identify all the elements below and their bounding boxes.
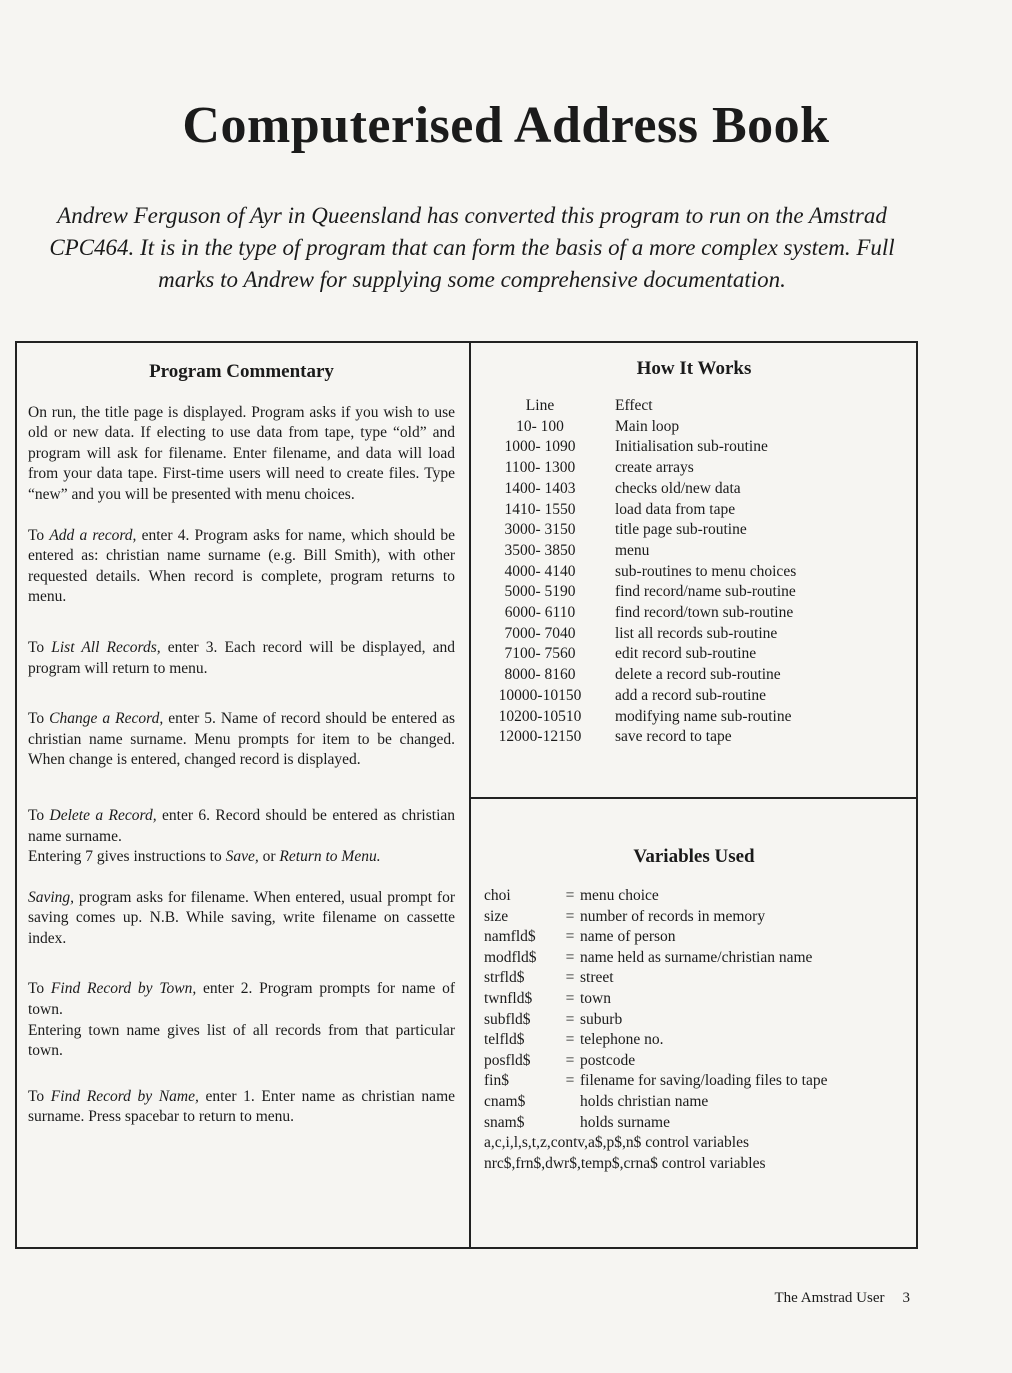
- variable-description: postcode: [580, 1051, 636, 1069]
- line-effect: Initialisation sub-routine: [615, 438, 768, 456]
- variables-heading: Variables Used: [633, 846, 755, 867]
- line-range: 10000-10150: [498, 686, 582, 704]
- table-row: [484, 437, 796, 458]
- commentary-paragraph: To Find Record by Name, enter 1. Enter name as christian name surname. Press spacebar to return to menu.: [28, 1087, 456, 1126]
- variable-description: holds surname: [580, 1113, 670, 1131]
- variable-name: posfld$: [484, 1051, 531, 1069]
- line-range: 3500- 3850: [504, 541, 576, 559]
- line-effect: modifying name sub-routine: [615, 707, 792, 725]
- equals-sign: =: [565, 1051, 575, 1069]
- commentary-paragraph: Saving, program asks for filename. When entered, usual prompt for saving comes up. N.B. While saving, write filename on cassette index.: [28, 888, 455, 947]
- table-row: [484, 1051, 828, 1072]
- table-row: [484, 665, 796, 686]
- commentary-paragraph: On run, the title page is displayed. Program asks if you wish to use old or new data. If electing to use data from tape, type “old” and program will ask for filename. Enter filename, and data will load from your data tape. First-time users will need to create files. Type “new” and you will be presented with menu choices.: [28, 403, 455, 503]
- variable-description: telephone no.: [580, 1031, 664, 1049]
- line-effect: add a record sub-routine: [615, 686, 767, 704]
- table-row: [484, 707, 796, 728]
- equals-sign: =: [565, 887, 575, 904]
- variable-description: menu choice: [580, 887, 659, 904]
- variable-name: fin$: [484, 1072, 509, 1090]
- commentary-paragraph: To Find Record by Town, enter 2. Program prompts for name of town.: [28, 980, 456, 1019]
- variable-description: street: [580, 969, 614, 987]
- table-row: [484, 562, 796, 583]
- page-number: 3: [902, 1290, 910, 1306]
- table-row: [484, 644, 796, 665]
- line-range: 12000-12150: [498, 728, 582, 746]
- line-effect: sub-routines to menu choices: [615, 562, 797, 580]
- table-row: [484, 582, 796, 603]
- line-range: 6000- 6110: [504, 604, 576, 622]
- line-range: 10- 100: [516, 417, 564, 435]
- control-variables-line: nrc$,frn$,dwr$,temp$,crna$ control variables: [484, 1154, 766, 1172]
- line-effect: delete a record sub-routine: [615, 666, 781, 684]
- line-effect: edit record sub-routine: [615, 645, 757, 663]
- variable-description: holds christian name: [580, 1092, 709, 1110]
- variable-name: namfld$: [484, 928, 536, 946]
- table-row: [484, 1071, 828, 1092]
- line-range: 4000- 4140: [504, 562, 576, 580]
- page-footer: [775, 1290, 910, 1307]
- table-row: [484, 1092, 828, 1113]
- commentary-paragraph: To Add a record, enter 4. Program asks for name, which should be entered as: christian name surname (e.g. Bill Smith), with other requested details. When record is complete, program returns to menu.: [28, 526, 455, 606]
- variable-name: modfld$: [484, 948, 537, 966]
- column-header-effect: Effect: [615, 397, 653, 414]
- table-row: [484, 603, 796, 624]
- table-row: [484, 686, 796, 707]
- variable-description: number of records in memory: [580, 907, 766, 925]
- line-range: 3000- 3150: [504, 521, 576, 539]
- line-range: 1410- 1550: [504, 500, 576, 518]
- control-variables-line: a,c,i,l,s,t,z,contv,a$,p$,n$ control variables: [484, 1134, 749, 1152]
- line-effect: save record to tape: [615, 728, 732, 746]
- table-row: [484, 417, 796, 438]
- publication-name: The Amstrad User: [774, 1290, 885, 1306]
- line-effect: list all records sub-routine: [615, 624, 778, 642]
- article-title: Computerised Address Book: [182, 97, 830, 154]
- table-row: [484, 500, 796, 521]
- line-effect: title page sub-routine: [615, 521, 747, 539]
- line-range: 10200-10510: [498, 707, 582, 725]
- column-divider: [469, 341, 471, 1249]
- line-range: 5000- 5190: [504, 583, 576, 601]
- line-effect: checks old/new data: [615, 479, 741, 497]
- equals-sign: =: [565, 969, 575, 987]
- table-row: [484, 541, 796, 562]
- variable-description: suburb: [580, 1010, 623, 1028]
- line-effect: create arrays: [615, 459, 694, 477]
- table-row: [484, 907, 828, 928]
- equals-sign: =: [565, 1010, 575, 1028]
- commentary-paragraph: Entering town name gives list of all records from that particular town.: [28, 1021, 455, 1060]
- variable-name: size: [484, 907, 509, 925]
- line-effect: load data from tape: [615, 500, 736, 518]
- table-row: [484, 727, 796, 748]
- variable-name: telfld$: [484, 1031, 525, 1049]
- table-row: [484, 1113, 828, 1134]
- table-row: [484, 927, 828, 948]
- equals-sign: =: [565, 928, 575, 946]
- table-header-row: [484, 396, 796, 417]
- table-row: [484, 968, 828, 989]
- commentary-paragraph: To Delete a Record, enter 6. Record should be entered as christian name surname.: [28, 806, 456, 845]
- line-effect: find record/name sub-routine: [615, 583, 796, 601]
- line-range: 1000- 1090: [504, 438, 576, 456]
- variable-name: strfld$: [484, 969, 525, 987]
- column-header-line: Line: [525, 397, 555, 414]
- variable-name: choi: [484, 887, 511, 904]
- how-it-works-heading: How It Works: [636, 358, 752, 379]
- variable-description: name held as surname/christian name: [580, 948, 813, 966]
- equals-sign: [560, 1113, 580, 1134]
- variable-description: town: [580, 989, 611, 1007]
- article-intro: Andrew Ferguson of Ayr in Queensland has converted this program to run on the Amstrad CPC464. It is in the type of program that can form the basis of a more complex system. Full marks to Andrew for supplying some comprehensive documentation.: [49, 203, 895, 292]
- section-divider: [470, 797, 918, 799]
- variable-name: twnfld$: [484, 989, 533, 1007]
- line-range: 7100- 7560: [504, 645, 576, 663]
- table-row: [484, 1030, 828, 1051]
- equals-sign: [560, 1092, 580, 1113]
- table-row: [484, 989, 828, 1010]
- variable-name: snam$: [484, 1113, 525, 1131]
- equals-sign: =: [565, 989, 575, 1007]
- table-row: [484, 948, 828, 969]
- equals-sign: =: [565, 1072, 575, 1090]
- table-row: [484, 520, 796, 541]
- line-range: 7000- 7040: [504, 624, 576, 642]
- line-range: 1400- 1403: [504, 479, 576, 497]
- commentary-paragraph: To Change a Record, enter 5. Name of record should be entered as christian name surname. Menu prompts for item to be changed. When change is entered, changed record is displayed.: [28, 710, 456, 769]
- variable-name: subfld$: [484, 1010, 531, 1028]
- variables-used: [484, 846, 904, 1174]
- variable-description: name of person: [580, 928, 676, 946]
- line-effect: find record/town sub-routine: [615, 604, 794, 622]
- line-effect-table: [484, 396, 796, 748]
- table-row: [484, 886, 828, 907]
- equals-sign: =: [565, 907, 575, 925]
- table-row: [484, 1010, 828, 1031]
- line-effect: menu: [615, 541, 650, 559]
- variable-description: filename for saving/loading files to tape: [580, 1072, 828, 1090]
- variable-name: cnam$: [484, 1092, 526, 1110]
- line-range: 8000- 8160: [504, 666, 576, 684]
- commentary-paragraph: Entering 7 gives instructions to Save, or Return to Menu.: [28, 848, 381, 866]
- variables-table: [484, 886, 828, 1133]
- commentary-heading: Program Commentary: [149, 361, 334, 382]
- how-it-works: [484, 358, 904, 748]
- line-range: 1100- 1300: [504, 459, 576, 477]
- commentary-paragraph: To List All Records, enter 3. Each record will be displayed, and program will return to menu.: [28, 638, 455, 677]
- table-row: [484, 624, 796, 645]
- equals-sign: =: [565, 948, 575, 966]
- line-effect: Main loop: [615, 417, 680, 435]
- table-row: [484, 479, 796, 500]
- table-row: [484, 458, 796, 479]
- program-commentary: [28, 362, 455, 1128]
- equals-sign: =: [565, 1031, 575, 1049]
